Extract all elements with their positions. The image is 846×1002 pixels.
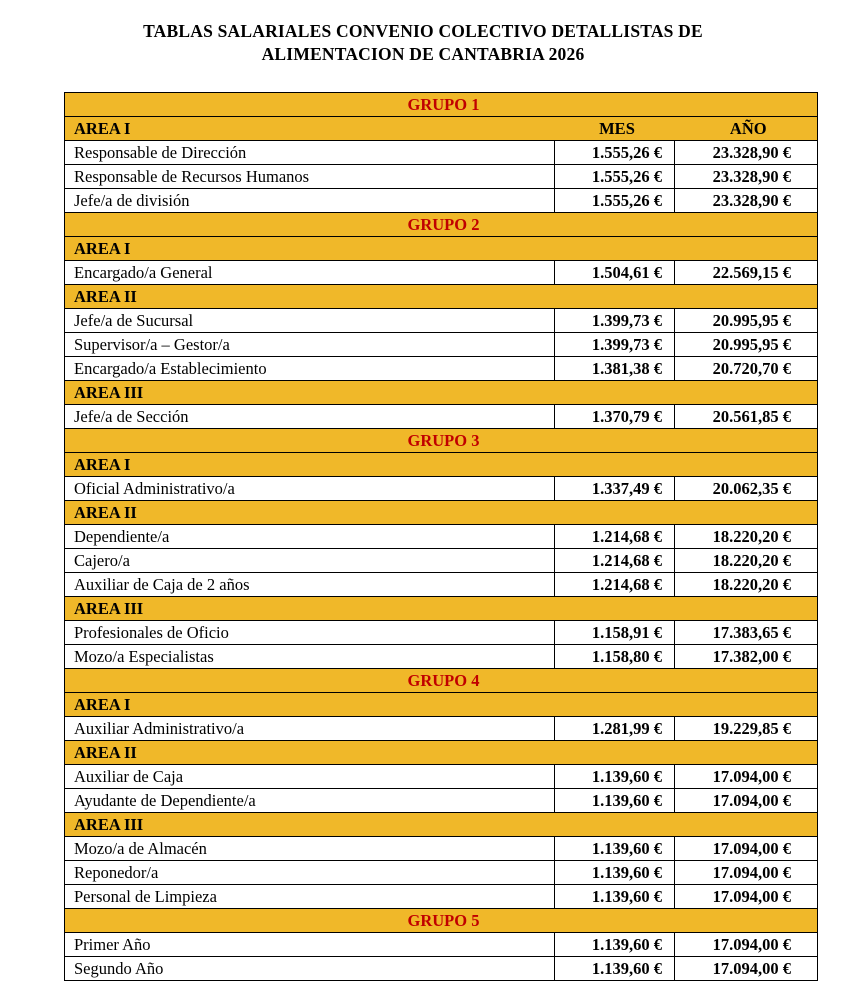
- table-row: [65, 405, 818, 429]
- document-title-line-1: TABLAS SALARIALES CONVENIO COLECTIVO DETALLISTAS DE: [143, 21, 703, 41]
- annual-salary-cell: 17.094,00 €: [675, 957, 818, 981]
- annual-salary-cell: 17.094,00 €: [675, 933, 818, 957]
- annual-salary-cell: 20.561,85 €: [675, 405, 818, 429]
- monthly-salary-cell: 1.399,73 €: [555, 309, 675, 333]
- job-title-cell: Primer Año: [65, 933, 555, 957]
- area-header-row: [65, 117, 818, 141]
- monthly-salary-cell: 1.139,60 €: [555, 861, 675, 885]
- table-row: [65, 933, 818, 957]
- table-row: [65, 525, 818, 549]
- group-row: [65, 429, 818, 453]
- table-row: [65, 573, 818, 597]
- group-row: [65, 909, 818, 933]
- monthly-salary-cell: 1.139,60 €: [555, 837, 675, 861]
- annual-salary-cell: 18.220,20 €: [675, 549, 818, 573]
- annual-salary-cell: 22.569,15 €: [675, 261, 818, 285]
- group-row: [65, 213, 818, 237]
- job-title-cell: Jefe/a de Sección: [65, 405, 555, 429]
- table-row: [65, 141, 818, 165]
- monthly-salary-cell: 1.504,61 €: [555, 261, 675, 285]
- table-row: [65, 357, 818, 381]
- job-title-cell: Jefe/a de división: [65, 189, 555, 213]
- area-row: [65, 741, 818, 765]
- job-title-cell: Responsable de Dirección: [65, 141, 555, 165]
- monthly-salary-cell: 1.337,49 €: [555, 477, 675, 501]
- job-title-cell: Jefe/a de Sucursal: [65, 309, 555, 333]
- table-row: [65, 189, 818, 213]
- area-row: [65, 237, 818, 261]
- monthly-salary-cell: 1.158,80 €: [555, 645, 675, 669]
- annual-salary-cell: 23.328,90 €: [675, 141, 818, 165]
- job-title-cell: Auxiliar de Caja: [65, 765, 555, 789]
- table-row: [65, 165, 818, 189]
- job-title-cell: Encargado/a Establecimiento: [65, 357, 555, 381]
- table-row: [65, 861, 818, 885]
- area-row: [65, 285, 818, 309]
- annual-salary-cell: 17.094,00 €: [675, 765, 818, 789]
- group-label: GRUPO 4: [65, 669, 818, 693]
- area-label: AREA II: [65, 741, 818, 765]
- group-label: GRUPO 2: [65, 213, 818, 237]
- area-label: AREA III: [65, 381, 818, 405]
- job-title-cell: Supervisor/a – Gestor/a: [65, 333, 555, 357]
- monthly-salary-cell: 1.214,68 €: [555, 573, 675, 597]
- group-label: GRUPO 5: [65, 909, 818, 933]
- area-label: AREA II: [65, 285, 818, 309]
- job-title-cell: Cajero/a: [65, 549, 555, 573]
- table-row: [65, 837, 818, 861]
- annual-salary-cell: 17.383,65 €: [675, 621, 818, 645]
- area-label: AREA I: [65, 237, 818, 261]
- job-title-cell: Segundo Año: [65, 957, 555, 981]
- annual-salary-cell: 20.995,95 €: [675, 309, 818, 333]
- table-row: [65, 261, 818, 285]
- job-title-cell: Encargado/a General: [65, 261, 555, 285]
- column-header-mes: MES: [555, 117, 675, 141]
- table-row: [65, 477, 818, 501]
- monthly-salary-cell: 1.370,79 €: [555, 405, 675, 429]
- area-row: [65, 813, 818, 837]
- job-title-cell: Auxiliar Administrativo/a: [65, 717, 555, 741]
- column-header-ano: AÑO: [675, 117, 818, 141]
- annual-salary-cell: 17.382,00 €: [675, 645, 818, 669]
- table-row: [65, 621, 818, 645]
- annual-salary-cell: 19.229,85 €: [675, 717, 818, 741]
- monthly-salary-cell: 1.399,73 €: [555, 333, 675, 357]
- area-row: [65, 453, 818, 477]
- monthly-salary-cell: 1.214,68 €: [555, 549, 675, 573]
- area-label: AREA I: [65, 117, 555, 141]
- monthly-salary-cell: 1.139,60 €: [555, 789, 675, 813]
- annual-salary-cell: 23.328,90 €: [675, 189, 818, 213]
- monthly-salary-cell: 1.281,99 €: [555, 717, 675, 741]
- document-title: [0, 20, 846, 66]
- annual-salary-cell: 23.328,90 €: [675, 165, 818, 189]
- job-title-cell: Reponedor/a: [65, 861, 555, 885]
- table-row: [65, 765, 818, 789]
- group-label: GRUPO 3: [65, 429, 818, 453]
- job-title-cell: Oficial Administrativo/a: [65, 477, 555, 501]
- annual-salary-cell: 17.094,00 €: [675, 789, 818, 813]
- area-row: [65, 501, 818, 525]
- monthly-salary-cell: 1.158,91 €: [555, 621, 675, 645]
- job-title-cell: Profesionales de Oficio: [65, 621, 555, 645]
- job-title-cell: Responsable de Recursos Humanos: [65, 165, 555, 189]
- document-title-line-2: ALIMENTACION DE CANTABRIA 2026: [261, 44, 585, 64]
- monthly-salary-cell: 1.555,26 €: [555, 141, 675, 165]
- annual-salary-cell: 18.220,20 €: [675, 525, 818, 549]
- salary-table-body: [65, 93, 818, 981]
- salary-table: [64, 92, 818, 981]
- job-title-cell: Personal de Limpieza: [65, 885, 555, 909]
- area-label: AREA I: [65, 453, 818, 477]
- monthly-salary-cell: 1.555,26 €: [555, 189, 675, 213]
- table-row: [65, 789, 818, 813]
- monthly-salary-cell: 1.139,60 €: [555, 885, 675, 909]
- monthly-salary-cell: 1.214,68 €: [555, 525, 675, 549]
- group-row: [65, 669, 818, 693]
- annual-salary-cell: 20.062,35 €: [675, 477, 818, 501]
- table-row: [65, 309, 818, 333]
- annual-salary-cell: 18.220,20 €: [675, 573, 818, 597]
- annual-salary-cell: 17.094,00 €: [675, 861, 818, 885]
- annual-salary-cell: 20.720,70 €: [675, 357, 818, 381]
- table-row: [65, 549, 818, 573]
- area-label: AREA II: [65, 501, 818, 525]
- job-title-cell: Auxiliar de Caja de 2 años: [65, 573, 555, 597]
- area-label: AREA III: [65, 597, 818, 621]
- monthly-salary-cell: 1.555,26 €: [555, 165, 675, 189]
- table-row: [65, 885, 818, 909]
- annual-salary-cell: 17.094,00 €: [675, 885, 818, 909]
- annual-salary-cell: 17.094,00 €: [675, 837, 818, 861]
- job-title-cell: Ayudante de Dependiente/a: [65, 789, 555, 813]
- area-label: AREA I: [65, 693, 818, 717]
- annual-salary-cell: 20.995,95 €: [675, 333, 818, 357]
- table-row: [65, 645, 818, 669]
- group-label: GRUPO 1: [65, 93, 818, 117]
- table-row: [65, 717, 818, 741]
- monthly-salary-cell: 1.139,60 €: [555, 957, 675, 981]
- table-row: [65, 333, 818, 357]
- job-title-cell: Mozo/a Especialistas: [65, 645, 555, 669]
- area-label: AREA III: [65, 813, 818, 837]
- area-row: [65, 597, 818, 621]
- table-row: [65, 957, 818, 981]
- job-title-cell: Dependiente/a: [65, 525, 555, 549]
- monthly-salary-cell: 1.139,60 €: [555, 933, 675, 957]
- job-title-cell: Mozo/a de Almacén: [65, 837, 555, 861]
- monthly-salary-cell: 1.139,60 €: [555, 765, 675, 789]
- group-row: [65, 93, 818, 117]
- area-row: [65, 381, 818, 405]
- area-row: [65, 693, 818, 717]
- monthly-salary-cell: 1.381,38 €: [555, 357, 675, 381]
